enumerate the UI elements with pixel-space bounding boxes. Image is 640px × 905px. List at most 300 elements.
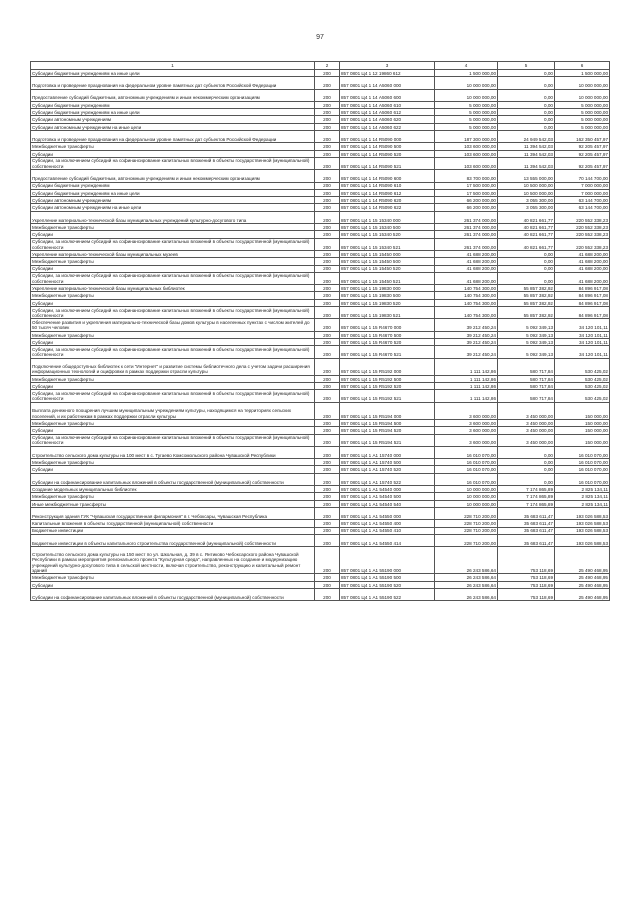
row-total-amount: 25 490 468,95 <box>555 589 610 601</box>
row-admin-code: 200 <box>315 116 340 123</box>
row-plan-amount: 261 374 000,00 <box>435 231 498 238</box>
row-admin-code: 200 <box>315 224 340 231</box>
table-row <box>31 307 610 319</box>
row-name: Бюджетные инвестиции в объекты капитального строительства государственной (муниципальной) собственности <box>31 534 315 546</box>
row-admin-code: 200 <box>315 272 340 284</box>
table-row <box>31 338 610 345</box>
row-admin-code: 200 <box>315 101 340 108</box>
row-admin-code: 200 <box>315 589 340 601</box>
header-cell: 1 <box>31 62 315 70</box>
table-row <box>31 116 610 123</box>
table-row <box>31 358 610 375</box>
header-cell: 6 <box>555 62 610 70</box>
row-change-amount: 0,00 <box>498 473 555 485</box>
row-plan-amount: 228 710 200,00 <box>435 507 498 519</box>
row-name: Субсидии <box>31 427 315 434</box>
header-cell: 3 <box>340 62 435 70</box>
row-change-amount: 580 717,84 <box>498 358 555 375</box>
header-cell: 4 <box>435 62 498 70</box>
row-admin-code: 200 <box>315 473 340 485</box>
row-name: Обеспечение развития и укрепления материально-технической базы домов культуры в населенных пунктах с числом жителей до 50 тысяч человек <box>31 319 315 331</box>
row-budget-code: 857 0801 Ц4 1 15 15450 500 <box>340 258 435 265</box>
row-plan-amount: 3 600 000,00 <box>435 419 498 426</box>
table-row <box>31 402 610 419</box>
row-change-amount: 0,00 <box>498 109 555 116</box>
row-admin-code: 200 <box>315 574 340 581</box>
row-admin-code: 200 <box>315 500 340 507</box>
row-budget-code: 857 0801 Ц4 1 14 А5060 610 <box>340 101 435 108</box>
row-budget-code: 857 0801 Ц4 1 А1 55190 000 <box>340 547 435 574</box>
table-row <box>31 258 610 265</box>
row-admin-code: 200 <box>315 299 340 306</box>
row-admin-code: 200 <box>315 383 340 390</box>
row-budget-code: 857 0801 Ц4 1 15 15340 500 <box>340 224 435 231</box>
row-change-amount: 7 174 865,89 <box>498 493 555 500</box>
row-name: Субсидии автономным учреждениям на иные цели <box>31 123 315 130</box>
row-total-amount: 5 000 000,00 <box>555 101 610 108</box>
row-plan-amount: 5 000 000,00 <box>435 123 498 130</box>
row-name: Субсидии автономным учреждениям <box>31 197 315 204</box>
row-budget-code: 857 0801 Ц4 1 А1 54550 410 <box>340 527 435 534</box>
row-plan-amount: 16 010 070,00 <box>435 459 498 466</box>
row-budget-code: 857 0801 Ц4 1 15 19830 000 <box>340 285 435 292</box>
row-budget-code: 857 0801 Ц4 1 15 15340 521 <box>340 238 435 250</box>
row-change-amount: 5 092 349,13 <box>498 319 555 331</box>
table-row <box>31 375 610 382</box>
row-name: Субсидии бюджетным учреждениям <box>31 101 315 108</box>
row-total-amount: 16 010 070,00 <box>555 473 610 485</box>
row-name: Субсидии <box>31 581 315 588</box>
row-admin-code: 200 <box>315 581 340 588</box>
table-row <box>31 238 610 250</box>
row-plan-amount: 1 111 142,86 <box>435 375 498 382</box>
row-budget-code: 857 0801 Ц4 1 А1 54550 000 <box>340 507 435 519</box>
row-plan-amount: 103 600 000,00 <box>435 143 498 150</box>
row-plan-amount: 3 600 000,00 <box>435 434 498 446</box>
row-change-amount: 3 055 300,00 <box>498 197 555 204</box>
row-admin-code: 200 <box>315 292 340 299</box>
row-admin-code: 200 <box>315 419 340 426</box>
row-name: Межбюджетные трансферты <box>31 459 315 466</box>
row-plan-amount: 261 374 000,00 <box>435 238 498 250</box>
row-change-amount: 35 683 611,47 <box>498 534 555 546</box>
row-total-amount: 162 350 457,97 <box>555 131 610 143</box>
row-admin-code: 200 <box>315 70 340 77</box>
row-plan-amount: 39 212 450,24 <box>435 338 498 345</box>
row-total-amount: 84 896 917,08 <box>555 292 610 299</box>
row-budget-code: 857 0801 Ц4 1 14 R5090 600 <box>340 170 435 182</box>
row-name: Субсидии <box>31 150 315 157</box>
row-plan-amount: 16 010 070,00 <box>435 446 498 458</box>
row-plan-amount: 1 111 142,86 <box>435 383 498 390</box>
row-name: Межбюджетные трансферты <box>31 574 315 581</box>
row-change-amount: 10 500 000,00 <box>498 189 555 196</box>
row-total-amount: 220 552 338,23 <box>555 211 610 223</box>
row-total-amount: 34 120 101,11 <box>555 338 610 345</box>
row-admin-code: 200 <box>315 534 340 546</box>
row-change-amount: 0,00 <box>498 70 555 77</box>
row-change-amount: 40 821 661,77 <box>498 211 555 223</box>
row-total-amount: 34 120 101,11 <box>555 331 610 338</box>
row-change-amount: 3 450 000,00 <box>498 402 555 419</box>
table-row <box>31 346 610 358</box>
table-row <box>31 197 610 204</box>
table-row <box>31 390 610 402</box>
row-plan-amount: 187 300 000,00 <box>435 131 498 143</box>
row-total-amount: 193 026 588,53 <box>555 534 610 546</box>
row-budget-code: 857 0801 Ц4 1 14 R5090 620 <box>340 197 435 204</box>
table-row <box>31 143 610 150</box>
row-budget-code: 857 0801 Ц4 1 15 R4670 500 <box>340 331 435 338</box>
row-name: Субсидии на софинансирование капитальных вложений в объекты государственной (муниципальной) собственности <box>31 589 315 601</box>
row-plan-amount: 3 600 000,00 <box>435 402 498 419</box>
row-plan-amount: 26 243 586,64 <box>435 581 498 588</box>
row-admin-code: 200 <box>315 307 340 319</box>
row-admin-code: 200 <box>315 182 340 189</box>
row-total-amount: 193 026 588,53 <box>555 520 610 527</box>
row-budget-code: 857 0801 Ц4 1 15 R5192 000 <box>340 358 435 375</box>
row-budget-code: 857 0801 Ц4 1 А1 15740 520 <box>340 466 435 473</box>
row-admin-code: 200 <box>315 77 340 89</box>
row-total-amount: 25 490 468,95 <box>555 574 610 581</box>
table-row <box>31 231 610 238</box>
row-plan-amount: 5 000 000,00 <box>435 109 498 116</box>
row-admin-code: 200 <box>315 231 340 238</box>
row-change-amount: 40 821 661,77 <box>498 224 555 231</box>
row-change-amount: 0,00 <box>498 250 555 257</box>
row-admin-code: 200 <box>315 459 340 466</box>
row-change-amount: 580 717,84 <box>498 375 555 382</box>
table-row <box>31 581 610 588</box>
row-total-amount: 2 825 134,11 <box>555 493 610 500</box>
row-budget-code: 857 0801 Ц4 1 14 А5060 612 <box>340 109 435 116</box>
row-plan-amount: 39 212 450,24 <box>435 331 498 338</box>
table-row <box>31 520 610 527</box>
row-budget-code: 857 0801 Ц4 1 А1 54550 414 <box>340 534 435 546</box>
row-name: Предоставление субсидий бюджетным, автономным учреждениям и иным некоммерческим организациям <box>31 170 315 182</box>
row-budget-code: 857 0801 Ц4 1 14 R5090 610 <box>340 182 435 189</box>
row-plan-amount: 10 000 000,00 <box>435 493 498 500</box>
row-plan-amount: 41 688 200,00 <box>435 272 498 284</box>
row-total-amount: 220 552 338,23 <box>555 231 610 238</box>
row-budget-code: 857 0801 Ц4 1 15 R5194 521 <box>340 434 435 446</box>
row-change-amount: 24 949 542,03 <box>498 131 555 143</box>
row-change-amount: 0,00 <box>498 258 555 265</box>
row-change-amount: 35 683 611,47 <box>498 520 555 527</box>
row-change-amount: 11 394 542,03 <box>498 150 555 157</box>
row-name: Субсидии <box>31 299 315 306</box>
table-row <box>31 486 610 493</box>
row-change-amount: 0,00 <box>498 116 555 123</box>
row-change-amount: 0,00 <box>498 466 555 473</box>
row-name: Субсидии бюджетным учреждениям на иные цели <box>31 70 315 77</box>
row-budget-code: 857 0801 Ц4 1 14 А5060 622 <box>340 123 435 130</box>
row-admin-code: 200 <box>315 204 340 211</box>
row-admin-code: 200 <box>315 520 340 527</box>
table-row <box>31 319 610 331</box>
row-total-amount: 25 490 468,95 <box>555 581 610 588</box>
row-plan-amount: 228 710 200,00 <box>435 520 498 527</box>
table-row <box>31 70 610 77</box>
row-change-amount: 3 450 000,00 <box>498 427 555 434</box>
row-plan-amount: 140 754 300,00 <box>435 307 498 319</box>
row-total-amount: 530 425,02 <box>555 358 610 375</box>
row-total-amount: 150 000,00 <box>555 419 610 426</box>
row-plan-amount: 17 500 000,00 <box>435 182 498 189</box>
table-row <box>31 527 610 534</box>
table-row <box>31 77 610 89</box>
row-total-amount: 2 825 134,11 <box>555 500 610 507</box>
table-row <box>31 434 610 446</box>
row-name: Субсидии автономным учреждениям на иные цели <box>31 204 315 211</box>
row-name: Подготовка и проведение празднования на федеральном уровне памятных дат субъектов Российской Федерации <box>31 131 315 143</box>
row-plan-amount: 39 212 450,24 <box>435 346 498 358</box>
row-change-amount: 55 857 382,92 <box>498 299 555 306</box>
row-name: Межбюджетные трансферты <box>31 493 315 500</box>
row-change-amount: 35 683 611,47 <box>498 527 555 534</box>
row-name: Капитальные вложения в объекты государственной (муниципальной) собственности <box>31 520 315 527</box>
row-budget-code: 857 0801 Ц4 1 15 19830 520 <box>340 299 435 306</box>
row-name: Укрепление материально-технической базы муниципальных библиотек <box>31 285 315 292</box>
table-row <box>31 101 610 108</box>
row-admin-code: 200 <box>315 143 340 150</box>
table-row <box>31 446 610 458</box>
row-budget-code: 857 0801 Ц4 1 А1 55190 522 <box>340 589 435 601</box>
row-admin-code: 200 <box>315 331 340 338</box>
table-row <box>31 331 610 338</box>
row-admin-code: 200 <box>315 170 340 182</box>
row-admin-code: 200 <box>315 375 340 382</box>
row-admin-code: 200 <box>315 338 340 345</box>
row-total-amount: 5 000 000,00 <box>555 123 610 130</box>
row-budget-code: 857 0801 Ц4 1 14 R5090 622 <box>340 204 435 211</box>
table-row <box>31 89 610 101</box>
row-change-amount: 35 683 611,47 <box>498 507 555 519</box>
row-admin-code: 200 <box>315 189 340 196</box>
table-row <box>31 589 610 601</box>
row-name: Межбюджетные трансферты <box>31 258 315 265</box>
row-total-amount: 84 896 917,08 <box>555 299 610 306</box>
table-row <box>31 265 610 272</box>
table-row <box>31 182 610 189</box>
table-row <box>31 157 610 169</box>
row-name: Межбюджетные трансферты <box>31 331 315 338</box>
row-name: Субсидии бюджетным учреждениям на иные цели <box>31 189 315 196</box>
row-admin-code: 200 <box>315 547 340 574</box>
table-row <box>31 574 610 581</box>
row-budget-code: 857 0801 Ц4 1 15 R4670 521 <box>340 346 435 358</box>
row-budget-code: 857 0801 Ц4 1 15 19830 521 <box>340 307 435 319</box>
row-plan-amount: 1 500 000,00 <box>435 70 498 77</box>
row-total-amount: 10 000 000,00 <box>555 89 610 101</box>
budget-table <box>30 61 610 601</box>
row-plan-amount: 17 500 000,00 <box>435 189 498 196</box>
row-name: Субсидии <box>31 231 315 238</box>
table-row <box>31 383 610 390</box>
row-budget-code: 857 0801 Ц4 1 15 R4670 520 <box>340 338 435 345</box>
row-change-amount: 0,00 <box>498 123 555 130</box>
row-admin-code: 200 <box>315 446 340 458</box>
row-admin-code: 200 <box>315 238 340 250</box>
row-name: Бюджетные инвестиции <box>31 527 315 534</box>
row-name: Субсидии <box>31 265 315 272</box>
row-name: Межбюджетные трансферты <box>31 292 315 299</box>
row-plan-amount: 66 200 000,00 <box>435 204 498 211</box>
row-name: Иные межбюджетные трансферты <box>31 500 315 507</box>
row-admin-code: 200 <box>315 157 340 169</box>
row-budget-code: 857 0801 Ц4 1 15 R5192 521 <box>340 390 435 402</box>
table-row <box>31 109 610 116</box>
row-change-amount: 753 118,69 <box>498 547 555 574</box>
row-admin-code: 200 <box>315 346 340 358</box>
row-change-amount: 3 055 300,00 <box>498 204 555 211</box>
header-cell: 5 <box>498 62 555 70</box>
row-name: Субсидии, за исключением субсидий на софинансирование капитальных вложений в объекты государственной (муниципальной) собственности <box>31 434 315 446</box>
row-change-amount: 0,00 <box>498 101 555 108</box>
row-plan-amount: 26 243 586,64 <box>435 574 498 581</box>
row-name: Субсидии, за исключением субсидий на софинансирование капитальных вложений в объекты государственной (муниципальной) собственности <box>31 346 315 358</box>
row-name: Субсидии <box>31 383 315 390</box>
row-budget-code: 857 0801 Ц4 1 А1 54540 540 <box>340 500 435 507</box>
row-admin-code: 200 <box>315 197 340 204</box>
row-total-amount: 220 552 338,23 <box>555 224 610 231</box>
row-total-amount: 193 026 588,53 <box>555 527 610 534</box>
row-budget-code: 857 0801 Ц4 1 14 А5060 000 <box>340 77 435 89</box>
row-name: Строительство сельского дома культуры на 100 мест в с. Тугаево Комсомольского района Чувашской Республики <box>31 446 315 458</box>
row-admin-code: 200 <box>315 358 340 375</box>
row-total-amount: 16 010 070,00 <box>555 466 610 473</box>
row-change-amount: 753 118,69 <box>498 581 555 588</box>
row-total-amount: 16 010 070,00 <box>555 446 610 458</box>
row-name: Межбюджетные трансферты <box>31 143 315 150</box>
row-total-amount: 41 688 200,00 <box>555 265 610 272</box>
row-budget-code: 857 0801 Ц4 1 А1 15740 000 <box>340 446 435 458</box>
row-change-amount: 40 821 661,77 <box>498 231 555 238</box>
row-plan-amount: 83 700 000,00 <box>435 170 498 182</box>
row-name: Субсидии <box>31 338 315 345</box>
row-admin-code: 200 <box>315 434 340 446</box>
row-total-amount: 530 425,02 <box>555 390 610 402</box>
row-plan-amount: 16 010 070,00 <box>435 473 498 485</box>
row-budget-code: 857 0801 Ц4 1 14 А5060 600 <box>340 89 435 101</box>
row-plan-amount: 5 000 000,00 <box>435 101 498 108</box>
row-budget-code: 857 0801 Ц4 1 14 R5090 521 <box>340 157 435 169</box>
row-total-amount: 25 490 468,95 <box>555 547 610 574</box>
table-row <box>31 170 610 182</box>
row-total-amount: 7 000 000,00 <box>555 189 610 196</box>
row-total-amount: 92 205 457,97 <box>555 157 610 169</box>
row-plan-amount: 261 374 000,00 <box>435 224 498 231</box>
row-plan-amount: 3 600 000,00 <box>435 427 498 434</box>
row-name: Выплата денежного поощрения лучшим муниципальным учреждениям культуры, находящимся на территориях сельских поселений, и их работникам в рамках поддержки отрасли культуры <box>31 402 315 419</box>
row-budget-code: 857 0801 Ц4 1 14 R5090 612 <box>340 189 435 196</box>
row-name: Субсидии, за исключением субсидий на софинансирование капитальных вложений в объекты государственной (муниципальной) собственности <box>31 238 315 250</box>
row-budget-code: 857 0801 Ц4 1 14 R5090 500 <box>340 143 435 150</box>
row-change-amount: 5 092 349,13 <box>498 346 555 358</box>
row-admin-code: 200 <box>315 211 340 223</box>
row-total-amount: 92 205 457,97 <box>555 150 610 157</box>
row-admin-code: 200 <box>315 109 340 116</box>
row-admin-code: 200 <box>315 527 340 534</box>
row-name: Подключение общедоступных библиотек к сети "Интернет" и развитие системы библиотечного дела с учетом задачи расширения информационных технологий и оцифровки в рамках поддержки отрасли культуры <box>31 358 315 375</box>
row-total-amount: 5 000 000,00 <box>555 116 610 123</box>
row-total-amount: 34 120 101,11 <box>555 346 610 358</box>
row-plan-amount: 10 000 000,00 <box>435 89 498 101</box>
row-total-amount: 41 688 200,00 <box>555 272 610 284</box>
row-budget-code: 857 0801 Ц4 1 А1 54540 500 <box>340 493 435 500</box>
row-plan-amount: 228 710 200,00 <box>435 527 498 534</box>
table-row <box>31 459 610 466</box>
row-name: Межбюджетные трансферты <box>31 419 315 426</box>
row-budget-code: 857 0801 Ц4 1 15 R5192 500 <box>340 375 435 382</box>
row-total-amount: 16 010 070,00 <box>555 459 610 466</box>
row-admin-code: 200 <box>315 319 340 331</box>
row-name: Субсидии, за исключением субсидий на софинансирование капитальных вложений в объекты государственной (муниципальной) собственности <box>31 390 315 402</box>
row-plan-amount: 41 688 200,00 <box>435 258 498 265</box>
row-change-amount: 0,00 <box>498 446 555 458</box>
row-budget-code: 857 0801 Ц4 1 15 15340 000 <box>340 211 435 223</box>
row-total-amount: 1 500 000,00 <box>555 70 610 77</box>
row-plan-amount: 10 000 000,00 <box>435 486 498 493</box>
row-budget-code: 857 0801 Ц4 1 15 19830 500 <box>340 292 435 299</box>
row-total-amount: 150 000,00 <box>555 402 610 419</box>
row-change-amount: 7 174 865,89 <box>498 500 555 507</box>
row-admin-code: 200 <box>315 466 340 473</box>
row-plan-amount: 103 600 000,00 <box>435 157 498 169</box>
row-budget-code: 857 0801 Ц4 1 А1 54540 000 <box>340 486 435 493</box>
row-change-amount: 580 717,84 <box>498 390 555 402</box>
table-row <box>31 299 610 306</box>
row-admin-code: 200 <box>315 427 340 434</box>
row-budget-code: 857 0801 Ц4 1 15 15450 521 <box>340 272 435 284</box>
row-total-amount: 41 688 200,00 <box>555 258 610 265</box>
row-total-amount: 70 144 700,00 <box>555 170 610 182</box>
row-budget-code: 857 0801 Ц4 1 14 R5090 000 <box>340 131 435 143</box>
row-name: Субсидии <box>31 466 315 473</box>
row-name: Реконструкция здания ГУК "Чувашская государственная филармония" в г. Чебоксары, Чувашская Республика <box>31 507 315 519</box>
row-change-amount: 5 092 349,13 <box>498 338 555 345</box>
row-budget-code: 857 0801 Ц4 1 15 15450 000 <box>340 250 435 257</box>
table-row <box>31 250 610 257</box>
row-total-amount: 84 896 917,08 <box>555 307 610 319</box>
table-row <box>31 493 610 500</box>
row-plan-amount: 41 688 200,00 <box>435 250 498 257</box>
row-plan-amount: 140 754 300,00 <box>435 285 498 292</box>
row-total-amount: 150 000,00 <box>555 427 610 434</box>
row-plan-amount: 228 710 200,00 <box>435 534 498 546</box>
row-total-amount: 10 000 000,00 <box>555 77 610 89</box>
row-name: Субсидии, за исключением субсидий на софинансирование капитальных вложений в объекты государственной (муниципальной) собственности <box>31 307 315 319</box>
row-change-amount: 5 092 349,13 <box>498 331 555 338</box>
row-budget-code: 857 0801 Ц4 1 15 R5192 520 <box>340 383 435 390</box>
table-row <box>31 534 610 546</box>
row-name: Субсидии, за исключением субсидий на софинансирование капитальных вложений в объекты государственной (муниципальной) собственности <box>31 272 315 284</box>
row-name: Межбюджетные трансферты <box>31 375 315 382</box>
row-plan-amount: 10 000 000,00 <box>435 77 498 89</box>
row-total-amount: 530 425,02 <box>555 383 610 390</box>
row-budget-code: 857 0801 Ц4 1 А1 15740 522 <box>340 473 435 485</box>
row-change-amount: 3 450 000,00 <box>498 419 555 426</box>
row-budget-code: 857 0801 Ц4 1 14 R5090 520 <box>340 150 435 157</box>
row-admin-code: 200 <box>315 507 340 519</box>
row-admin-code: 200 <box>315 486 340 493</box>
row-budget-code: 857 0801 Ц4 1 12 19860 612 <box>340 70 435 77</box>
row-change-amount: 0,00 <box>498 77 555 89</box>
row-name: Предоставление субсидий бюджетным, автономным учреждениям и иным некоммерческим организациям <box>31 89 315 101</box>
row-name: Строительство сельского дома культуры на 150 мест по ул. Школьная, д. 39 в с. Янтиково Чебоксарского района Чувашской Республики в рамках мероприятия регионального проекта "Культурная среда", направленных на создание и модернизацию учреждений культурно-досугового типа в сельской местности, включая строительство, реконструкцию и капитальный ремонт зданий <box>31 547 315 574</box>
row-name: Субсидии на софинансирование капитальных вложений в объекты государственной (муниципальной) собственности <box>31 473 315 485</box>
row-admin-code: 200 <box>315 258 340 265</box>
